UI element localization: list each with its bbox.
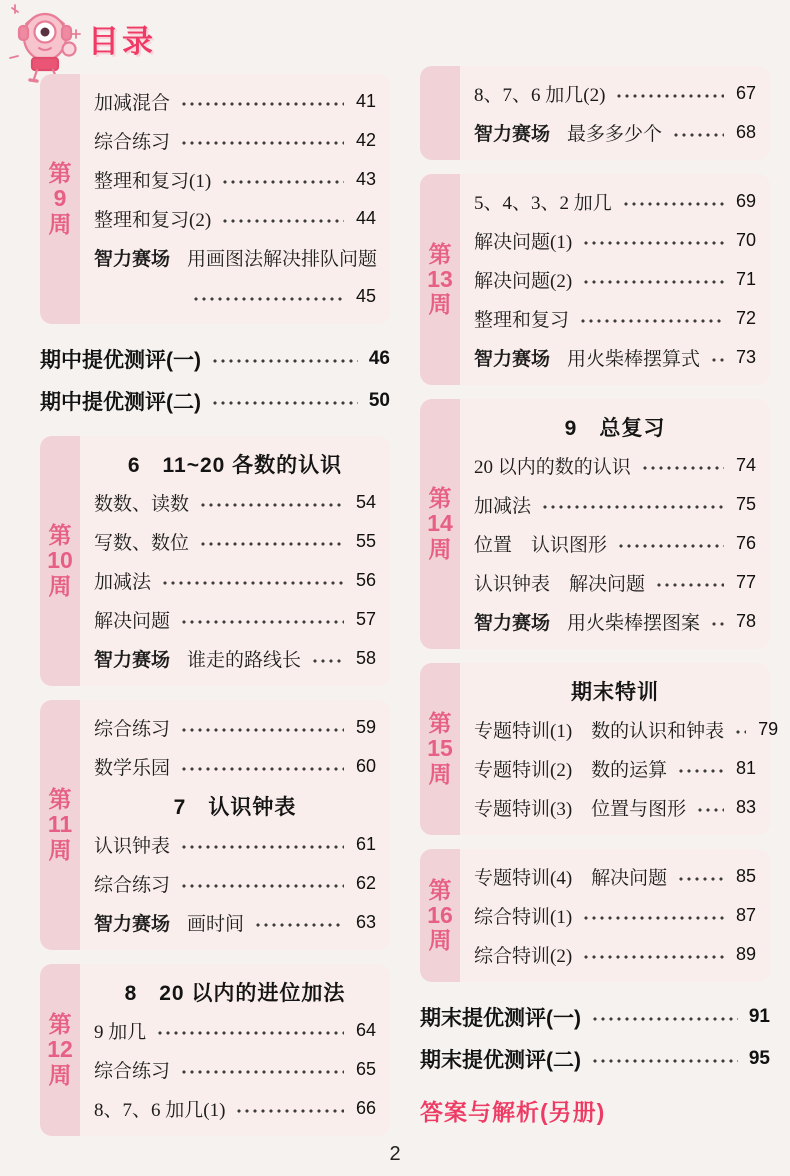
entry-page-number: 71 — [735, 269, 756, 289]
toc-entry — [474, 563, 756, 602]
entry-page-number: 60 — [355, 756, 376, 776]
entry-label — [474, 266, 572, 293]
entry-page-number: 72 — [735, 308, 756, 328]
dot-leader — [696, 808, 724, 812]
entry-label-bold: 智力赛场 — [94, 650, 171, 671]
week-label-line: 周 — [428, 760, 452, 787]
entry-page-number: 62 — [355, 873, 376, 893]
week-panel — [420, 399, 770, 649]
entry-label — [474, 902, 572, 929]
week-label — [48, 787, 72, 863]
entry-page-number: 74 — [735, 455, 756, 475]
entry-label-text: 综合练习 — [94, 875, 171, 896]
entry-label-text: 数数、读数 — [94, 494, 190, 515]
week-label-line: 11 — [47, 811, 73, 838]
entry-page-number: 75 — [735, 494, 756, 514]
entry-label-bold: 智力赛场 — [474, 613, 551, 634]
week-strip — [40, 436, 80, 686]
section-header: 期末特训 — [571, 680, 659, 704]
entry-page-number: 61 — [355, 834, 376, 854]
week-label-line: 周 — [428, 535, 452, 562]
entry-page-number: 65 — [355, 1059, 376, 1079]
entry-label — [94, 645, 301, 672]
entry-label-bold: 智力赛场 — [474, 124, 551, 145]
entry-label — [94, 714, 170, 741]
dot-leader — [672, 133, 724, 137]
dot-leader — [311, 659, 344, 663]
week-label — [427, 486, 453, 562]
dot-leader — [615, 94, 724, 98]
toc-column-right — [420, 66, 779, 1127]
dot-leader — [211, 359, 358, 363]
entry-page-number: 45 — [355, 286, 376, 306]
week-label-line: 第 — [48, 522, 72, 549]
entry-page-number: 83 — [735, 797, 756, 817]
week-label-line: 第 — [428, 240, 452, 267]
entry-label — [94, 1056, 170, 1083]
entry-label — [94, 1095, 225, 1122]
entry-label — [474, 452, 631, 479]
dot-leader — [180, 728, 344, 732]
week-panel — [420, 174, 770, 385]
toc-entry — [94, 160, 376, 199]
week-panel — [40, 964, 390, 1136]
entry-label-text: 用画图法解决排队问题 — [187, 249, 378, 270]
toc-entry — [94, 199, 376, 238]
toc-entry — [474, 221, 756, 260]
week-label-line: 10 — [47, 547, 73, 574]
entry-label — [94, 244, 377, 271]
entry-label-text: 专题特训(1) 数的认识和钟表 — [474, 721, 725, 742]
entry-label — [474, 755, 667, 782]
toc-entry — [94, 1050, 376, 1089]
toc-column-left — [40, 74, 390, 1150]
dot-leader — [199, 503, 344, 507]
entry-label — [474, 227, 572, 254]
entry-label-text: 整理和复习 — [474, 310, 570, 331]
entry-label — [474, 491, 531, 518]
entry-label-text: 加减混合 — [94, 93, 171, 114]
entry-page-number: 87 — [735, 905, 756, 925]
dot-leader — [641, 466, 724, 470]
dot-leader — [734, 730, 746, 734]
entry-page-number: 43 — [355, 169, 376, 189]
entry-label-text: 综合练习 — [94, 1061, 171, 1082]
entry-page-number: 42 — [355, 130, 376, 150]
week-strip — [40, 700, 80, 950]
week-label-line: 12 — [47, 1036, 73, 1063]
week-panel — [40, 74, 390, 324]
toc-entry — [474, 446, 756, 485]
toc-entry — [474, 602, 756, 641]
dot-leader — [655, 583, 724, 587]
week-strip — [40, 964, 80, 1136]
week-label-line: 13 — [427, 265, 453, 292]
week-label-line: 周 — [48, 836, 72, 863]
week-label-line: 周 — [48, 210, 72, 237]
folio-page-number: 2 — [389, 1143, 401, 1165]
week-label — [427, 878, 453, 954]
entry-label — [94, 606, 170, 633]
entry-page-number: 41 — [355, 91, 376, 111]
entry-label: 期中提优测评(二) — [40, 391, 201, 414]
toc-entry — [474, 857, 756, 896]
entry-page-number: 56 — [355, 570, 376, 590]
week-label-line: 第 — [48, 786, 72, 813]
entry-page-number: 63 — [355, 912, 376, 932]
entry-label — [474, 716, 724, 743]
entry-label — [474, 941, 572, 968]
toc-entry — [420, 1038, 770, 1080]
toc-entry — [94, 639, 376, 678]
toc-entry-continuation — [94, 277, 376, 316]
entry-label-text: 加减法 — [474, 496, 532, 517]
toc-entry — [94, 561, 376, 600]
toc-entry — [474, 299, 756, 338]
toc-entry — [94, 600, 376, 639]
section-header: 7 认识钟表 — [173, 795, 297, 819]
dot-leader — [221, 180, 344, 184]
entry-label — [94, 1017, 146, 1044]
dot-leader — [710, 622, 724, 626]
entry-label-bold: 智力赛场 — [94, 914, 171, 935]
entry-page-number: 54 — [355, 492, 376, 512]
entry-label-text: 综合练习 — [94, 719, 171, 740]
dot-leader — [254, 923, 344, 927]
entry-label — [94, 127, 170, 154]
dot-leader — [180, 141, 344, 145]
entry-label: 期中提优测评(一) — [40, 349, 201, 372]
entry-label-text: 综合特训(2) — [474, 946, 573, 967]
entry-page-number: 50 — [368, 390, 390, 411]
week-label-line: 14 — [427, 510, 453, 537]
dot-leader — [211, 401, 358, 405]
week-label — [427, 711, 453, 787]
week-panel — [420, 849, 770, 982]
dot-leader — [582, 241, 724, 245]
entry-label — [94, 753, 170, 780]
entry-page-number: 70 — [735, 230, 756, 250]
dot-leader — [579, 319, 724, 323]
entry-page-number: 55 — [355, 531, 376, 551]
week-label-line: 9 — [53, 185, 67, 212]
entry-page-number: 85 — [735, 866, 756, 886]
entry-label-bold: 智力赛场 — [474, 349, 551, 370]
entry-page-number: 79 — [758, 719, 779, 739]
toc-entry — [474, 260, 756, 299]
toc-entry — [94, 825, 376, 864]
entry-label-text: 认识钟表 — [94, 836, 171, 857]
toc-entry — [40, 380, 390, 422]
entry-label-text: 解决问题 — [94, 611, 171, 632]
week-label-line: 周 — [48, 1061, 72, 1088]
section-header: 8 20 以内的进位加法 — [124, 981, 346, 1005]
dot-leader — [591, 1059, 738, 1063]
toc-entry — [474, 338, 756, 377]
week-label-line: 周 — [428, 291, 452, 318]
dot-leader — [582, 916, 724, 920]
dot-leader — [180, 1070, 344, 1074]
entry-label-text: 9 加几 — [94, 1022, 147, 1043]
dot-leader — [221, 219, 344, 223]
week-label-line: 第 — [428, 876, 452, 903]
dot-leader — [622, 202, 724, 206]
dot-leader — [710, 358, 724, 362]
entry-label-text: 用火柴棒摆图案 — [567, 613, 701, 634]
dot-leader — [180, 767, 344, 771]
entry-label — [474, 569, 645, 596]
week-label-line: 15 — [427, 735, 453, 762]
dot-leader — [192, 297, 344, 301]
entry-label-text: 数学乐园 — [94, 758, 171, 779]
toc-entry — [94, 238, 376, 277]
entry-label-bold: 智力赛场 — [94, 249, 171, 270]
toc-entry — [94, 483, 376, 522]
toc-entry — [40, 338, 390, 380]
dot-leader — [180, 620, 344, 624]
toc-entry — [474, 524, 756, 563]
toc-entry — [94, 864, 376, 903]
dot-leader — [180, 884, 344, 888]
entry-page-number: 59 — [355, 717, 376, 737]
entry-label — [474, 305, 569, 332]
entry-label-text: 位置 认识图形 — [474, 535, 608, 556]
week-label-line: 第 — [428, 485, 452, 512]
toc-entry — [474, 113, 756, 152]
entry-label-text: 8、7、6 加几(2) — [474, 85, 606, 106]
entry-page-number: 95 — [748, 1048, 770, 1069]
week-label — [49, 161, 72, 237]
answers-note: 答案与解析(另册) — [420, 1099, 606, 1125]
entry-label — [474, 344, 700, 371]
entry-page-number: 46 — [368, 348, 390, 369]
toc-entry — [474, 935, 756, 974]
entry-label — [474, 188, 612, 215]
entry-label — [474, 794, 686, 821]
week-panel — [40, 436, 390, 686]
week-strip — [420, 66, 460, 160]
dot-leader — [235, 1109, 344, 1113]
entry-label — [94, 528, 189, 555]
toc-standalone-group — [40, 338, 390, 422]
entry-label-text: 谁走的路线长 — [187, 650, 302, 671]
entry-label-text: 画时间 — [187, 914, 245, 935]
toc-entry — [94, 1011, 376, 1050]
entry-page-number: 68 — [735, 122, 756, 142]
entry-label — [94, 166, 211, 193]
entry-page-number: 76 — [735, 533, 756, 553]
week-label-line: 16 — [427, 901, 453, 928]
toc-entry — [474, 710, 779, 749]
entry-label-text: 专题特训(2) 数的运算 — [474, 760, 668, 781]
entry-page-number: 91 — [748, 1006, 770, 1027]
entry-label: 期末提优测评(一) — [420, 1007, 581, 1030]
entry-page-number: 89 — [735, 944, 756, 964]
entry-label-text: 认识钟表 解决问题 — [474, 574, 646, 595]
entry-label-text: 解决问题(1) — [474, 232, 573, 253]
dot-leader — [617, 544, 724, 548]
week-strip — [420, 663, 460, 835]
week-label-line: 周 — [428, 927, 452, 954]
entry-label: 期末提优测评(二) — [420, 1049, 581, 1072]
entry-label-text: 综合练习 — [94, 132, 171, 153]
entry-page-number: 67 — [735, 83, 756, 103]
entry-label-text: 综合特训(1) — [474, 907, 573, 928]
toc-entry — [94, 522, 376, 561]
entry-page-number: 44 — [355, 208, 376, 228]
entry-label — [94, 870, 170, 897]
entry-page-number: 69 — [735, 191, 756, 211]
entry-label-text: 整理和复习(2) — [94, 210, 212, 231]
week-label-line: 周 — [48, 572, 72, 599]
entry-label-text: 加减法 — [94, 572, 152, 593]
week-label-line: 第 — [428, 710, 452, 737]
section-header: 6 11~20 各数的认识 — [127, 453, 343, 477]
dot-leader — [677, 769, 724, 773]
entry-label-text: 写数、数位 — [94, 533, 190, 554]
entry-label-text: 专题特训(4) 解决问题 — [474, 868, 668, 889]
week-label — [427, 242, 453, 318]
week-strip — [420, 849, 460, 982]
entry-page-number: 58 — [355, 648, 376, 668]
toc-entry — [94, 121, 376, 160]
entry-label — [474, 863, 667, 890]
toc-entry — [94, 1089, 376, 1128]
week-label-line: 第 — [48, 1011, 72, 1038]
entry-label-text: 整理和复习(1) — [94, 171, 212, 192]
week-strip — [40, 74, 80, 324]
week-panel — [420, 663, 779, 835]
entry-label — [94, 567, 151, 594]
entry-page-number: 81 — [735, 758, 756, 778]
entry-label — [474, 119, 662, 146]
dot-leader — [582, 280, 724, 284]
week-panel — [40, 700, 390, 950]
entry-label — [94, 88, 170, 115]
entry-page-number: 73 — [735, 347, 756, 367]
dot-leader — [180, 102, 344, 106]
toc-entry — [94, 903, 376, 942]
entry-label-text: 专题特训(3) 位置与图形 — [474, 799, 687, 820]
dot-leader — [180, 845, 344, 849]
week-label — [47, 523, 73, 599]
dot-leader — [541, 505, 724, 509]
toc-entry — [94, 82, 376, 121]
week-label — [47, 1012, 73, 1088]
toc-entry — [94, 708, 376, 747]
entry-label-text: 5、4、3、2 加几 — [474, 193, 612, 214]
entry-label-text: 最多多少个 — [567, 124, 663, 145]
week-panel — [420, 66, 770, 160]
toc-standalone-group — [420, 996, 770, 1080]
entry-label — [94, 489, 189, 516]
dot-leader — [156, 1031, 344, 1035]
entry-page-number: 77 — [735, 572, 756, 592]
entry-page-number: 64 — [355, 1020, 376, 1040]
entry-label — [474, 80, 605, 107]
dot-leader — [677, 877, 724, 881]
toc-entry — [474, 74, 756, 113]
entry-page-number: 57 — [355, 609, 376, 629]
entry-label-text: 解决问题(2) — [474, 271, 573, 292]
week-strip — [420, 174, 460, 385]
toc-entry — [94, 747, 376, 786]
page-title: 目录 — [88, 24, 156, 59]
dot-leader — [582, 955, 724, 959]
toc-entry — [474, 788, 756, 827]
toc-entry — [474, 485, 756, 524]
entry-label — [94, 831, 170, 858]
section-header: 9 总复习 — [564, 416, 666, 440]
week-label-line: 第 — [48, 160, 72, 187]
entry-label — [94, 909, 244, 936]
toc-entry — [474, 182, 756, 221]
entry-label — [94, 205, 211, 232]
entry-page-number: 66 — [355, 1098, 376, 1118]
entry-label-text: 8、7、6 加几(1) — [94, 1100, 226, 1121]
dot-leader — [591, 1017, 738, 1021]
dot-leader — [199, 542, 344, 546]
toc-entry — [474, 896, 756, 935]
toc-entry — [474, 749, 756, 788]
week-strip — [420, 399, 460, 649]
entry-label-text: 20 以内的数的认识 — [474, 457, 631, 478]
toc-entry — [420, 996, 770, 1038]
entry-label — [474, 530, 607, 557]
entry-page-number: 78 — [735, 611, 756, 631]
dot-leader — [161, 581, 344, 585]
entry-label-text: 用火柴棒摆算式 — [567, 349, 701, 370]
entry-label — [474, 608, 700, 635]
